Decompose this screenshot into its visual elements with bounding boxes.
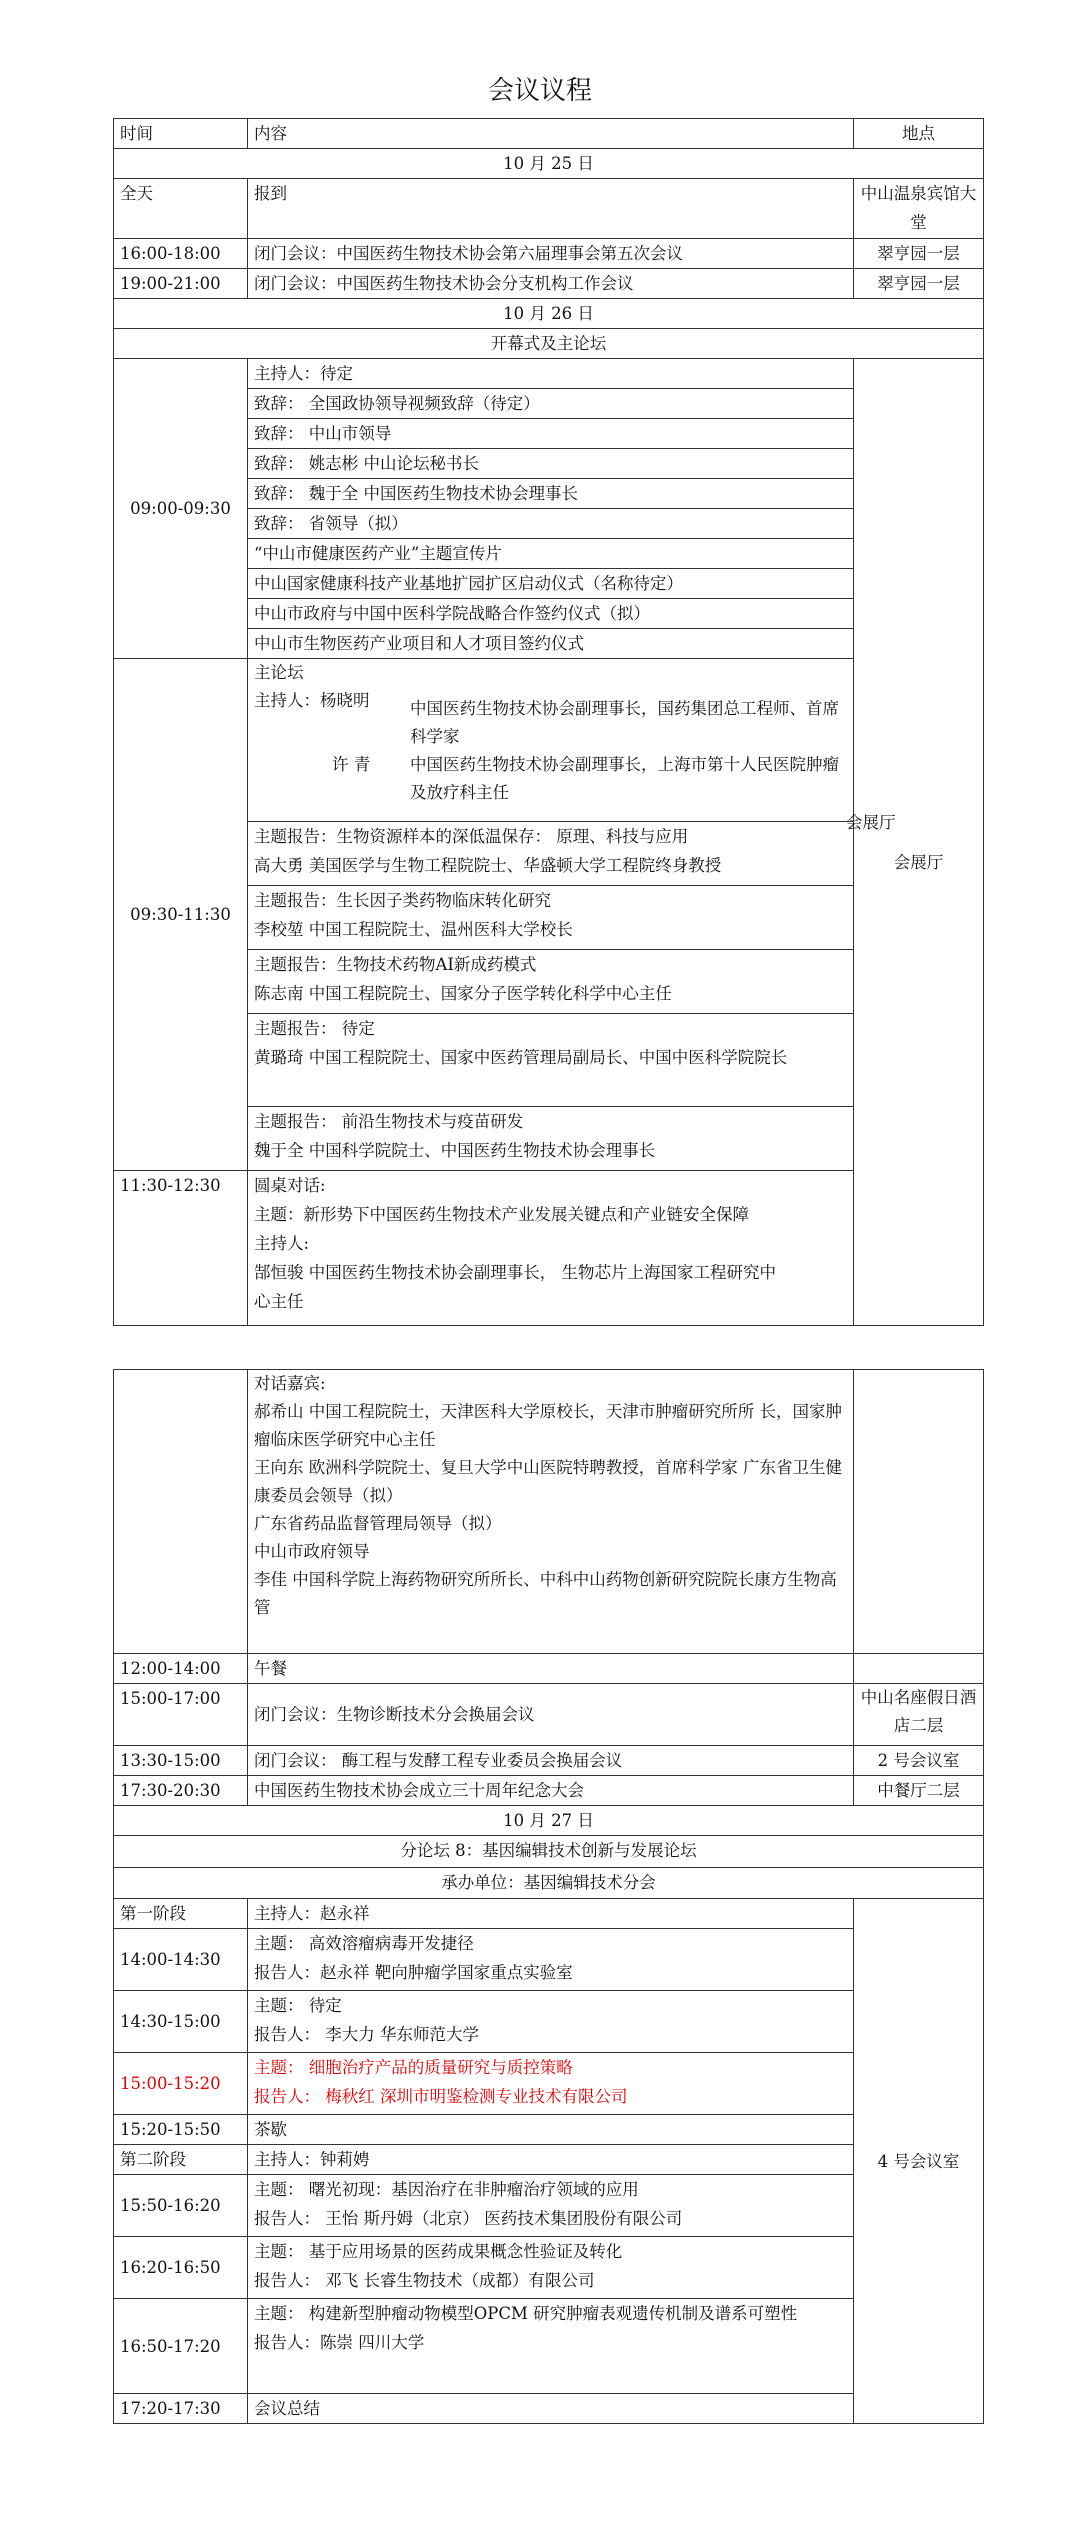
content-cell: 闭门会议：生物诊断技术分会换届会议 <box>248 1684 854 1746</box>
time-cell: 17:30-20:30 <box>114 1776 248 1806</box>
roundtable-cell <box>248 1171 854 1326</box>
session-line: 报告人： 王怡 斯丹姆（北京） 医药技术集团股份有限公司 <box>254 2209 683 2228</box>
session-line: 报告人： 梅秋红 深圳市明鉴检测专业技术有限公司 <box>254 2087 628 2106</box>
forum-label: 主论坛 <box>254 663 304 682</box>
location-cell: 2 号会议室 <box>854 1746 984 1776</box>
report-cell <box>248 886 854 950</box>
time-cell: 13:30-15:00 <box>114 1746 248 1776</box>
session-cell <box>248 2115 854 2145</box>
session-line: 主持人：赵永祥 <box>254 1904 370 1923</box>
location-cell: 中山名座假日酒店二层 <box>854 1684 984 1746</box>
guest: 李佳 中国科学院上海药物研究所所长、中科中山药物创新研究院院长康方生物高管 <box>254 1570 837 1617</box>
time-cell: 全天 <box>114 179 248 239</box>
session-cell <box>248 1991 854 2053</box>
time-cell: 15:00-15:20 <box>114 2053 248 2115</box>
time-cell: 12:00-14:00 <box>114 1654 248 1684</box>
session-cell <box>248 2299 854 2394</box>
report-speaker: 李校堃 中国工程院院士、温州医科大学校长 <box>254 920 573 939</box>
guest: 郝希山 中国工程院院士，天津医科大学原校长，天津市肿瘤研究所所 长，国家肿瘤临床医学研究中心主任 <box>254 1402 842 1449</box>
time-cell: 第二阶段 <box>114 2145 248 2175</box>
host-desc: 中国医药生物技术协会副理事长，国药集团总工程师、首席科学家 <box>410 699 839 746</box>
location-cell: 翠亨园一层 <box>854 239 984 269</box>
roundtable-label: 圆桌对话: <box>254 1176 326 1195</box>
location-cell: 中餐厅二层 <box>854 1776 984 1806</box>
time-cell: 14:30-15:00 <box>114 1991 248 2053</box>
opening-item: 主持人：待定 <box>248 359 854 389</box>
guest: 中山市政府领导 <box>254 1542 370 1561</box>
report-cell <box>248 822 854 886</box>
date-row-oct27: 10 月 27 日 <box>114 1806 984 1836</box>
report-speaker: 黄璐琦 中国工程院院士、国家中医药管理局副局长、中国中医科学院院长 <box>254 1048 788 1067</box>
session-line: 主题： 曙光初现：基因治疗在非肿瘤治疗领域的应用 <box>254 2180 639 2199</box>
report-topic: 主题报告： 待定 <box>254 1019 375 1038</box>
guest: 王向东 欧洲科学院院士、复旦大学中山医院特聘教授，首席科学家 广东省卫生健康委员会领导（拟） <box>254 1458 842 1505</box>
guest: 广东省药品监督管理局领导（拟） <box>254 1514 502 1533</box>
venue-cell: 4 号会议室 <box>854 1899 984 2424</box>
opening-item: 致辞： 省领导（拟） <box>248 509 854 539</box>
opening-item: 致辞： 中山市领导 <box>248 419 854 449</box>
time-cell: 15:00-17:00 <box>114 1684 248 1746</box>
time-cell <box>114 1370 248 1654</box>
location-cell <box>854 1370 984 1654</box>
report-topic: 主题报告：生物技术药物AI新成药模式 <box>254 955 537 974</box>
content-cell: 闭门会议：中国医药生物技术协会第六届理事会第五次会议 <box>248 239 854 269</box>
roundtable-guests-cell <box>248 1370 854 1654</box>
session-cell <box>248 2053 854 2115</box>
opening-item: 中山市政府与中国中医科学院战略合作签约仪式（拟） <box>248 599 854 629</box>
session-cell <box>248 2394 854 2424</box>
venue-label-2: 会展厅 <box>893 852 944 872</box>
roundtable-host: 郜恒骏 中国医药生物技术协会副理事长， 生物芯片上海国家工程研究中心主任 <box>254 1263 776 1311</box>
location-cell: 中山温泉宾馆大堂 <box>854 179 984 239</box>
session-line: 报告人： 邓飞 长睿生物技术（成都）有限公司 <box>254 2271 595 2290</box>
opening-item: 中山国家健康科技产业基地扩园扩区启动仪式（名称待定） <box>248 569 854 599</box>
time-cell: 16:00-18:00 <box>114 239 248 269</box>
session-line: 茶歇 <box>254 2120 287 2139</box>
content-cell: 午餐 <box>248 1654 854 1684</box>
report-speaker: 高大勇 美国医学与生物工程院院士、华盛顿大学工程院终身教授 <box>254 856 722 875</box>
content-cell: 闭门会议：中国医药生物技术协会分支机构工作会议 <box>248 269 854 299</box>
time-cell: 19:00-21:00 <box>114 269 248 299</box>
host-label: 许 青 <box>332 755 371 774</box>
time-cell: 15:20-15:50 <box>114 2115 248 2145</box>
header-time: 时间 <box>114 119 248 149</box>
session-line: 报告人：赵永祥 靶向肿瘤学国家重点实验室 <box>254 1963 573 1982</box>
host-label: 主持人：杨晓明 <box>254 691 370 710</box>
content-cell: 报到 <box>248 179 854 239</box>
session-line: 主题： 细胞治疗产品的质量研究与质控策略 <box>254 2058 573 2077</box>
header-content: 内容 <box>248 119 854 149</box>
time-cell: 09:30-11:30 <box>114 659 248 1171</box>
header-location: 地点 <box>854 119 984 149</box>
subforum-title: 分论坛 8：基因编辑技术创新与发展论坛 <box>114 1836 984 1868</box>
roundtable-host-label: 主持人: <box>254 1234 310 1253</box>
session-line: 报告人： 李大力 华东师范大学 <box>254 2025 479 2044</box>
opening-item: “中山市健康医药产业”主题宣传片 <box>248 539 854 569</box>
session-cell <box>248 2237 854 2299</box>
main-forum-host-cell <box>248 659 854 822</box>
content-cell: 闭门会议： 酶工程与发酵工程专业委员会换届会议 <box>248 1746 854 1776</box>
organizer: 承办单位：基因编辑技术分会 <box>114 1868 984 1899</box>
opening-item: 致辞： 魏于全 中国医药生物技术协会理事长 <box>248 479 854 509</box>
session-line: 报告人：陈崇 四川大学 <box>254 2333 425 2352</box>
time-cell: 09:00-09:30 <box>114 359 248 659</box>
report-cell <box>248 1107 854 1171</box>
venue-label: 会展厅 <box>846 812 896 832</box>
time-cell: 14:00-14:30 <box>114 1929 248 1991</box>
location-cell <box>854 1654 984 1684</box>
guests-label: 对话嘉宾: <box>254 1374 326 1393</box>
page-title: 会议议程 <box>487 76 592 106</box>
time-cell: 16:20-16:50 <box>114 2237 248 2299</box>
venue-cell <box>846 359 984 1326</box>
report-topic: 主题报告：生物资源样本的深低温保存： 原理、科技与应用 <box>254 827 689 846</box>
roundtable-theme: 主题：新形势下中国医药生物技术产业发展关键点和产业链安全保障 <box>254 1205 749 1224</box>
session-line: 主持人：钟莉娉 <box>254 2150 370 2169</box>
opening-item: 中山市生物医药产业项目和人才项目签约仪式 <box>248 629 854 659</box>
report-topic: 主题报告： 前沿生物技术与疫苗研发 <box>254 1112 524 1131</box>
session-line: 主题： 高效溶瘤病毒开发捷径 <box>254 1934 474 1953</box>
section-title: 开幕式及主论坛 <box>114 329 984 359</box>
session-cell <box>248 2145 854 2175</box>
time-cell: 16:50-17:20 <box>114 2299 248 2394</box>
report-cell <box>248 950 854 1014</box>
opening-item: 致辞： 全国政协领导视频致辞（待定） <box>248 389 854 419</box>
date-row-oct26: 10 月 26 日 <box>114 299 984 329</box>
date-row-oct25: 10 月 25 日 <box>114 149 984 179</box>
host-desc: 中国医药生物技术协会副理事长，上海市第十人民医院肿瘤及放疗科主任 <box>410 755 839 802</box>
session-line: 主题： 待定 <box>254 1996 342 2015</box>
time-cell: 第一阶段 <box>114 1899 248 1929</box>
report-cell <box>248 1014 854 1107</box>
report-speaker: 陈志南 中国工程院院士、国家分子医学转化科学中心主任 <box>254 984 672 1003</box>
time-cell: 15:50-16:20 <box>114 2175 248 2237</box>
agenda-table-page1 <box>113 118 983 1326</box>
session-cell <box>248 1899 854 1929</box>
opening-item: 致辞： 姚志彬 中山论坛秘书长 <box>248 449 854 479</box>
session-cell <box>248 2175 854 2237</box>
session-line: 主题： 基于应用场景的医药成果概念性验证及转化 <box>254 2242 623 2261</box>
session-line: 会议总结 <box>254 2399 320 2418</box>
session-line: 主题： 构建新型肿瘤动物模型OPCM 研究肿瘤表观遗传机制及谱系可塑性 <box>254 2304 798 2323</box>
agenda-table-page2 <box>113 1369 983 2424</box>
content-cell: 中国医药生物技术协会成立三十周年纪念大会 <box>248 1776 854 1806</box>
time-cell: 11:30-12:30 <box>114 1171 248 1326</box>
report-topic: 主题报告：生长因子类药物临床转化研究 <box>254 891 551 910</box>
location-cell: 翠亨园一层 <box>854 269 984 299</box>
report-speaker: 魏于全 中国科学院院士、中国医药生物技术协会理事长 <box>254 1141 656 1160</box>
session-cell <box>248 1929 854 1991</box>
time-cell: 17:20-17:30 <box>114 2394 248 2424</box>
